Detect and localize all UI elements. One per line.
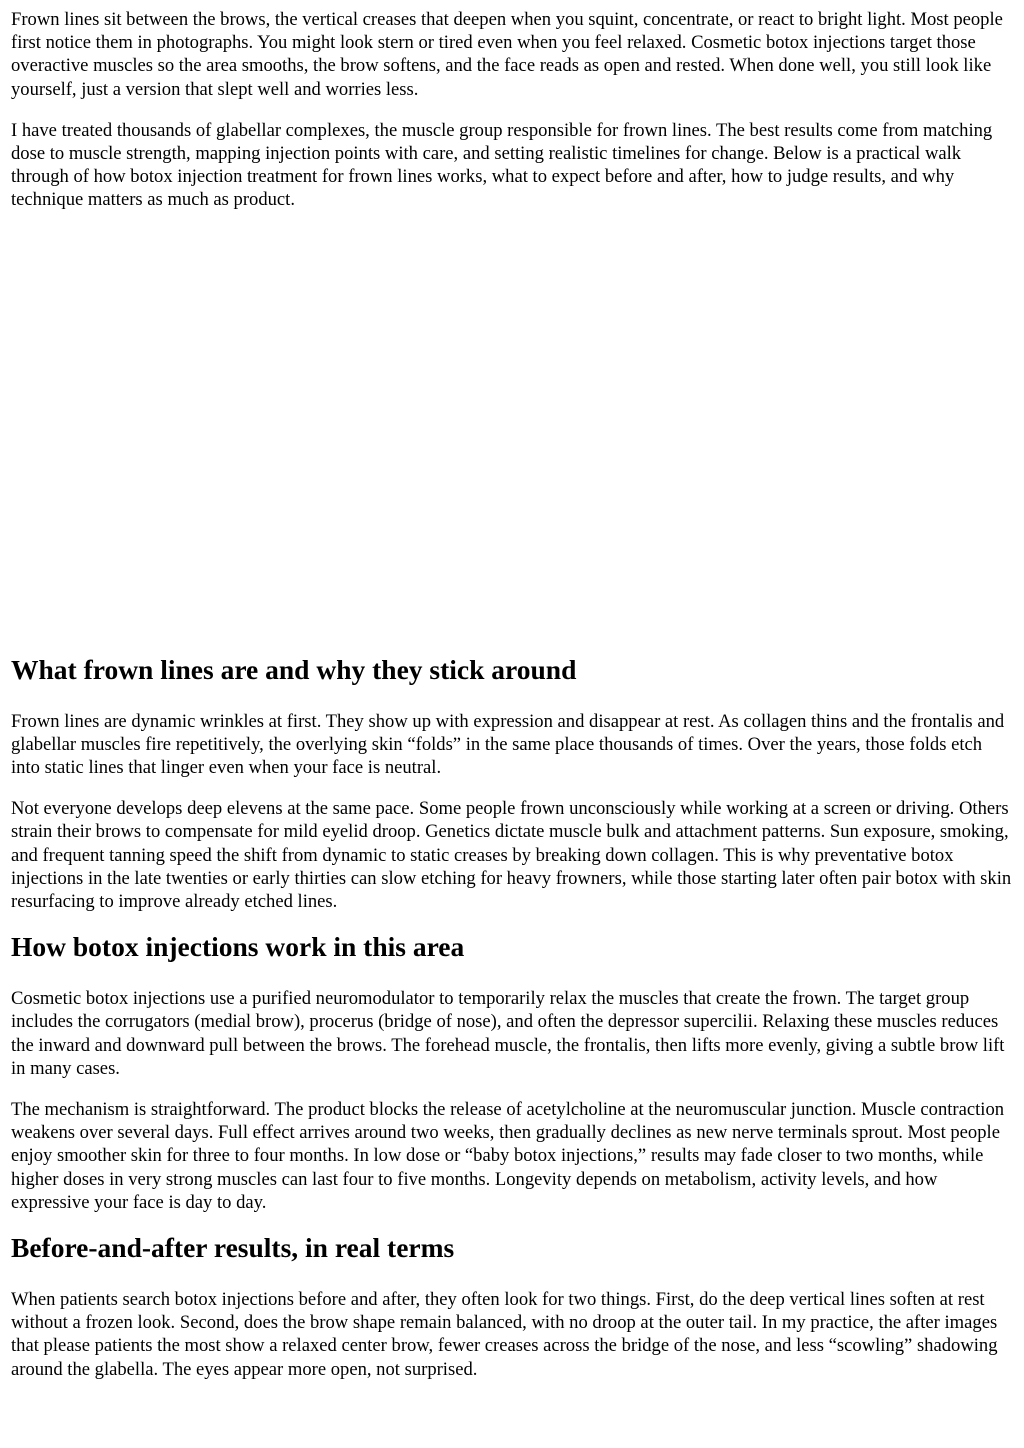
intro-paragraph: I have treated thousands of glabellar complexes, the muscle group responsible for frown lines. The best results come from matching dose to muscle strength, mapping injection points with care, and setting realistic timelines for change. Below is a practical walk through of how botox injection treatment for frown lines works, what to expect before and after, how to judge results, and why technique matters as much as product. xyxy=(11,119,993,211)
section-heading: How botox injections work in this area xyxy=(11,931,465,963)
intro-paragraph: Frown lines sit between the brows, the vertical creases that deepen when you squint, concentrate, or react to bright light. Most people first notice them in photographs. You might look stern or tired even when you feel relaxed. Cosmetic botox injections target those overactive muscles so the area smooths, the brow softens, and the face reads as open and rested. When done well, you still look like yourself, just a version that slept well and worries less. xyxy=(11,9,1003,100)
section-heading: What frown lines are and why they stick around xyxy=(11,653,577,685)
section-heading: Before-and-after results, in real terms xyxy=(11,1232,455,1264)
section-paragraph: Not everyone develops deep elevens at the same pace. Some people frown unconsciously while working at a screen or driving. Others strain their brows to compensate for mild eyelid droop. Genetics dictate muscle bulk and attachment patterns. Sun exposure, smoking, and frequent tanning speed the shift from dynamic to static creases by breaking down collagen. This is why preventative botox injections in the late twenties or early thirties can slow etching for heavy frowners, while those starting later often pair botox with skin resurfacing to improve already etched lines. xyxy=(11,798,1012,913)
blank-media-area xyxy=(11,230,1014,654)
section-paragraph: Cosmetic botox injections use a purified neuromodulator to temporarily relax the muscles that create the frown. The target group includes the corrugators (medial brow), procerus (bridge of nose), and often the depressor supercilii. Relaxing these muscles reduces the inward and downward pull between the brows. The forehead muscle, the frontalis, then lifts more evenly, giving a subtle brow lift in many cases. xyxy=(11,988,1005,1079)
section-paragraph: Frown lines are dynamic wrinkles at first. They show up with expression and disappear at rest. As collagen thins and the frontalis and glabellar muscles fire repetitively, the overlying skin “folds” in the same place thousands of times. Over the years, those folds etch into static lines that linger even when your face is neutral. xyxy=(11,710,1005,779)
section-paragraph: The mechanism is straightforward. The product blocks the release of acetylcholine at the neuromuscular junction. Muscle contraction weakens over several days. Full effect arrives around two weeks, then gradually declines as new nerve terminals sprout. Most people enjoy smoother skin for three to four months. In low dose or “baby botox injections,” results may fade closer to two months, while higher doses in very strong muscles can last four to five months. Longevity depends on metabolism, activity levels, and how expressive your face is day to day. xyxy=(11,1099,1005,1213)
section-paragraph: When patients search botox injections before and after, they often look for two things. First, do the deep vertical lines soften at rest without a frozen look. Second, does the brow shape remain balanced, with no droop at the outer tail. In my practice, the after images that please patients the most show a relaxed center brow, fewer creases across the bridge of the nose, and less “scowling” shadowing around the glabella. The eyes appear more open, not surprised. xyxy=(11,1289,998,1380)
